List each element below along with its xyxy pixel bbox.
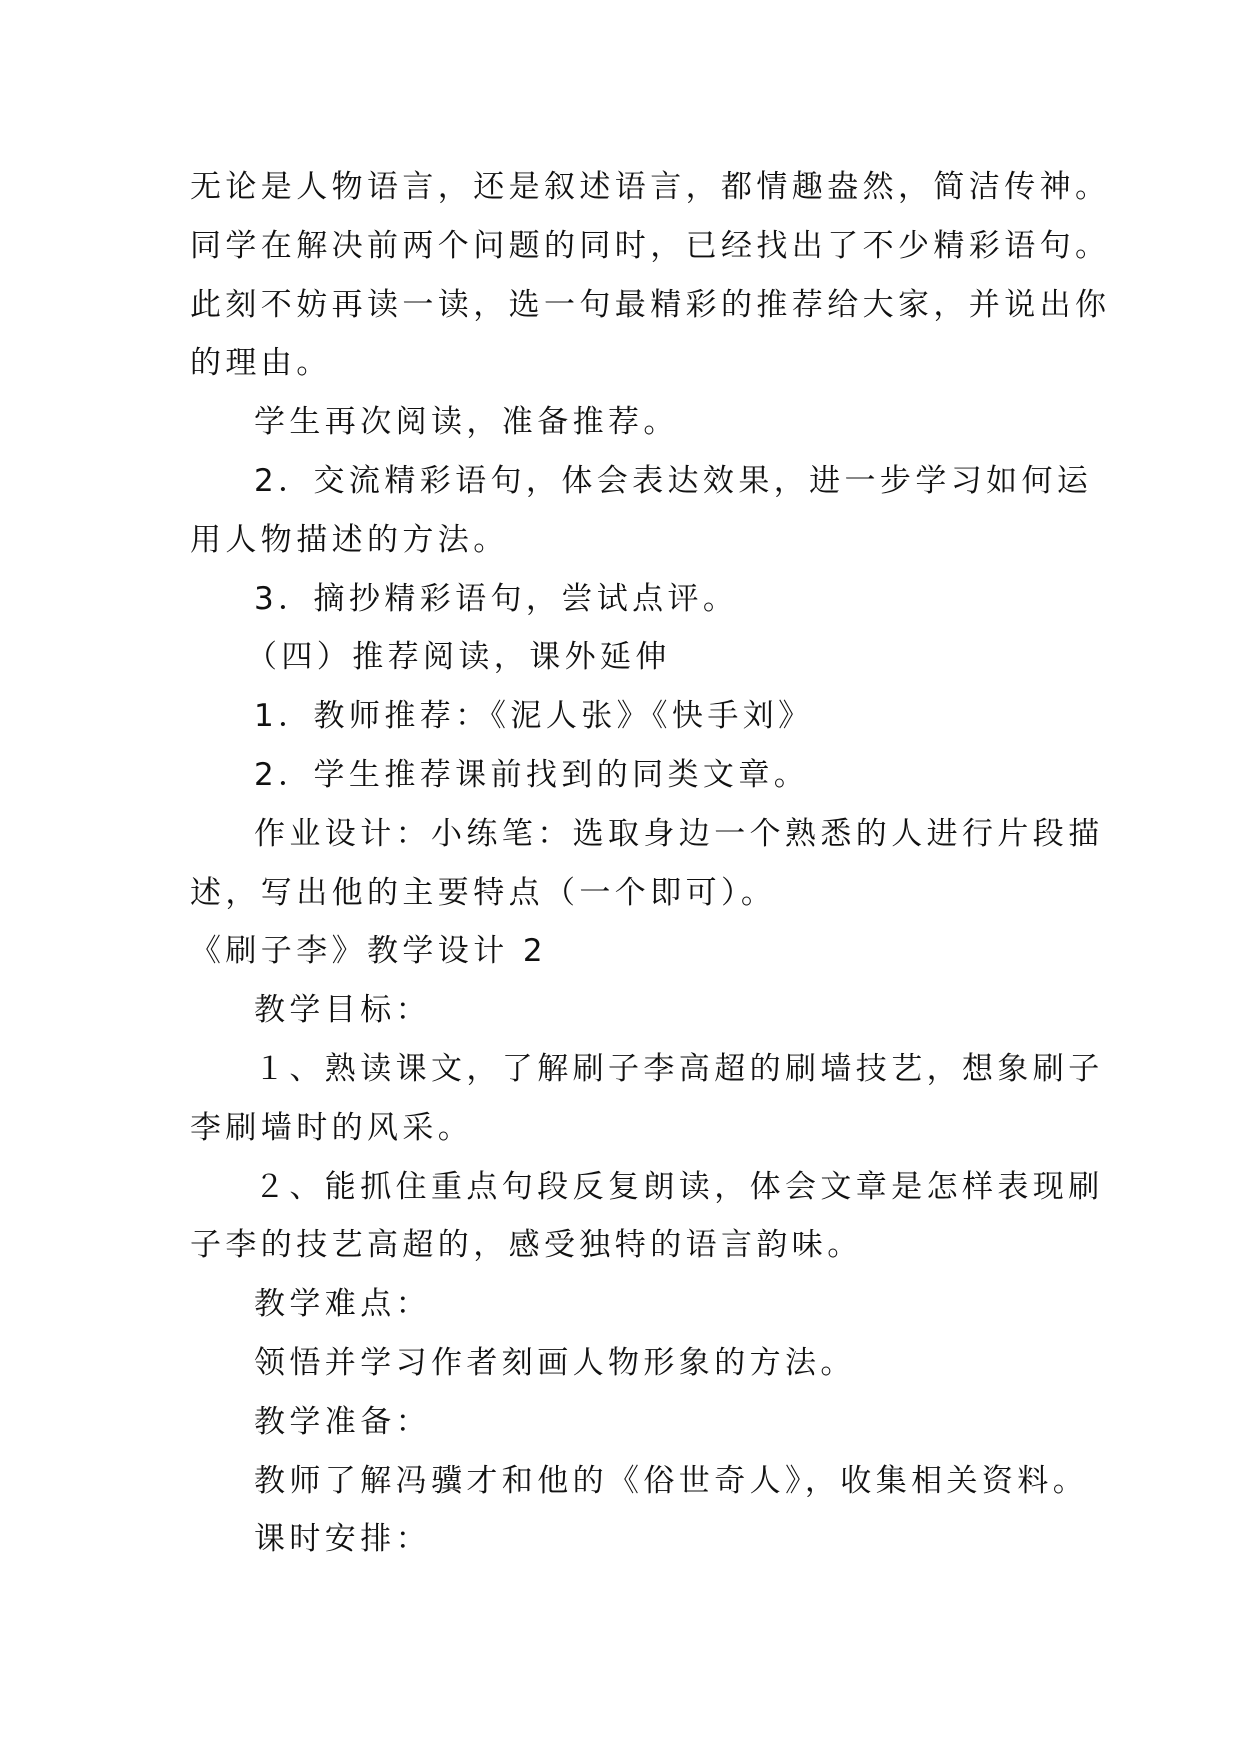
text-line: 学生再次阅读，准备推荐。 xyxy=(254,404,679,441)
section-heading: 教学准备： xyxy=(254,1403,431,1440)
text-line: 3．摘抄精彩语句，尝试点评。 xyxy=(254,580,739,617)
text-line: 领悟并学习作者刻画人物形象的方法。 xyxy=(254,1344,856,1381)
text-line: ２、能抓住重点句段反复朗读，体会文章是怎样表现刷 xyxy=(254,1168,1104,1205)
text-line: 用人物描述的方法。 xyxy=(190,521,509,558)
section-heading: 课时安排： xyxy=(254,1521,431,1558)
section-heading: 教学目标： xyxy=(254,992,431,1029)
text-line: 同学在解决前两个问题的同时，已经找出了不少精彩语句。 xyxy=(190,227,1111,264)
text-line: 子李的技艺高超的，感受独特的语言韵味。 xyxy=(190,1227,863,1264)
section-heading: （四）推荐阅读，课外延伸 xyxy=(246,639,671,676)
section-heading: 教学难点： xyxy=(254,1286,431,1323)
text-line: 2．交流精彩语句，体会表达效果，进一步学习如何运 xyxy=(254,462,1093,499)
text-line: 无论是人物语言，还是叙述语言，都情趣盎然，简洁传神。 xyxy=(190,169,1111,205)
text-line: 作业设计：小练笔：选取身边一个熟悉的人进行片段描 xyxy=(254,815,1104,852)
document-title: 《刷子李》教学设计 2 xyxy=(190,933,547,970)
text-line: 李刷墙时的风采。 xyxy=(190,1109,474,1146)
text-line: 1．教师推荐：《泥人张》《快手刘》 xyxy=(254,698,814,735)
text-line: １、熟读课文，了解刷子李高超的刷墙技艺，想象刷子 xyxy=(254,1050,1104,1087)
text-line: 述，写出他的主要特点（一个即可）。 xyxy=(190,874,777,911)
document-body xyxy=(190,158,1111,1569)
text-line: 此刻不妨再读一读，选一句最精彩的推荐给大家，并说出你 xyxy=(190,286,1111,323)
text-line: 2．学生推荐课前找到的同类文章。 xyxy=(254,756,810,793)
text-line: 教师了解冯骥才和他的《俗世奇人》，收集相关资料。 xyxy=(254,1462,1089,1499)
text-line: 的理由。 xyxy=(190,345,332,382)
